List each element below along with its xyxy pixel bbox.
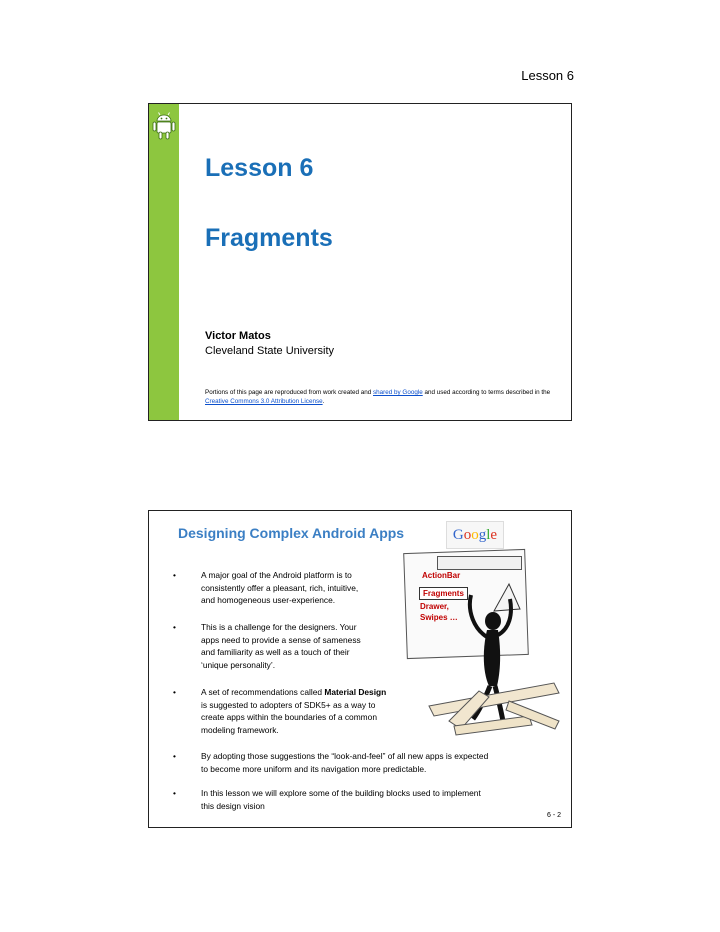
bullet-line: create apps within the boundaries of a common [201,712,377,722]
bullet-line: consistently offer a pleasant, rich, intuitive, [201,582,359,593]
page-number: 6 - 2 [546,812,561,819]
label-drawer: Drawer, [420,602,449,611]
license-suffix: . [322,398,325,405]
bullet-line: and homogeneous user-experience. [201,595,336,605]
bullet-symbol: • [173,788,176,798]
bullet-line: In this lesson we will explore some of the building blocks used to implement [201,788,481,798]
bullet-symbol: • [173,622,176,632]
label-fragments: Fragments [419,587,468,600]
license-middle: and used according to terms described in the [422,389,551,396]
bullet-symbol: • [173,687,176,697]
title-slide [148,103,572,421]
bullet-symbol: • [173,570,176,580]
slide-heading: Designing Complex Android Apps [178,525,405,541]
author-name: Victor Matos [205,330,271,342]
creative-commons-link[interactable]: Creative Commons 3.0 Attribution License [205,398,323,405]
shared-by-google-link[interactable]: shared by Google [373,389,423,396]
whiteboard-action-bar [437,556,522,570]
bullet-line: is suggested to adopters of SDK5+ as a way to [201,699,376,710]
university-name: Cleveland State University [205,345,335,357]
google-logo: Google [446,521,504,549]
header-lesson-label: Lesson 6 [521,68,574,83]
bullet-line [201,686,441,699]
bullet-line: and familiarity as well as a touch of their [201,647,350,657]
slide-title-lesson: Lesson 6 [205,154,314,182]
license-note [205,388,565,406]
bullet-line: By adopting those suggestions the “look-and-feel” of all new apps is expected [201,751,489,761]
bullet-line: This is a challenge for the designers. Your [201,622,357,632]
bullet-line: ‘unique personality’. [201,659,276,670]
label-swipes: Swipes … [420,613,458,622]
bullet-text: A set of recommendations called [201,687,325,697]
license-prefix: Portions of this page are reproduced from work created and [205,389,374,396]
bullet-line: modeling framework. [201,724,279,735]
bullet-line: apps need to provide a sense of sameness [201,634,361,645]
content-slide [148,510,572,828]
label-drawer-swipes [420,601,458,623]
bullet-line: A major goal of the Android platform is to [201,570,352,580]
bullet-line: to become more uniform and its navigation more predictable. [201,763,427,774]
label-actionbar: ActionBar [422,571,461,580]
green-side-bar [149,104,179,420]
slide-title-topic: Fragments [205,224,333,252]
bullet-line: this design vision [201,800,265,811]
android-icon [151,111,177,141]
bullet-symbol: • [173,751,176,761]
material-design-term: Material Design [324,687,387,697]
